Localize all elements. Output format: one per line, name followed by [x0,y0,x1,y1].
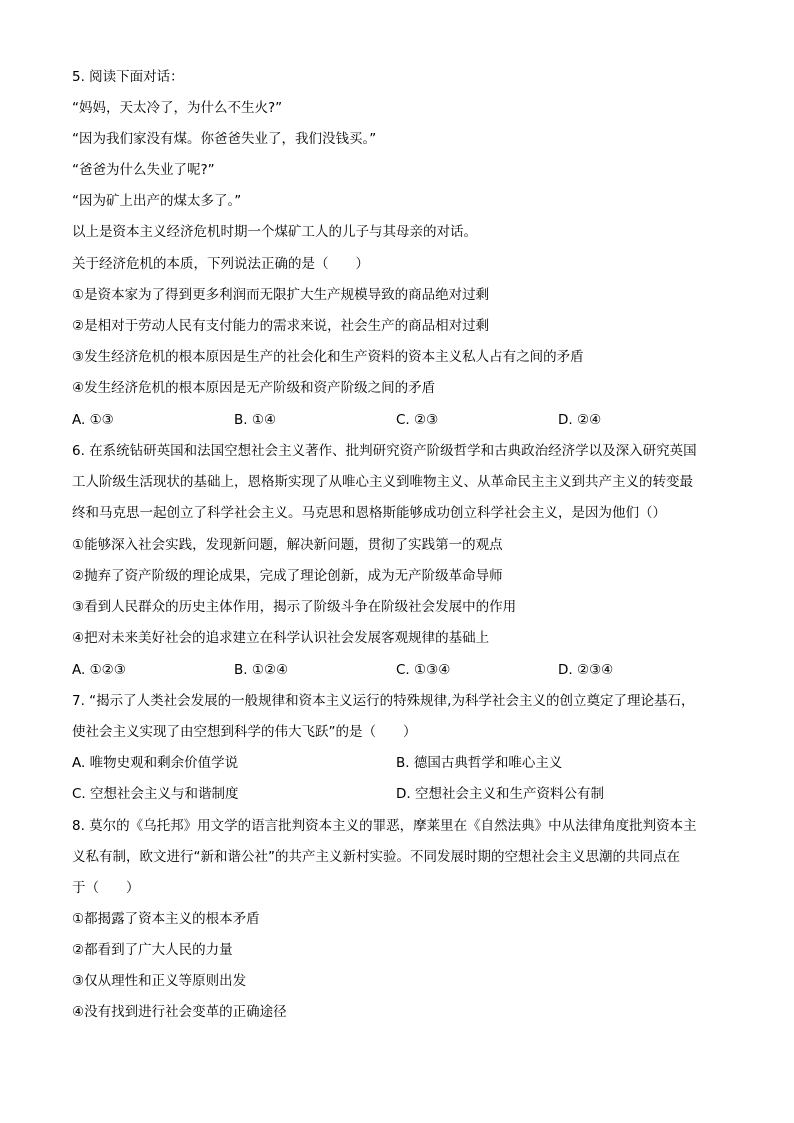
q5-dialog-line: “因为矿上出产的煤太多了。” [72,193,242,209]
q7-option-c: C. 空想社会主义与和谐制度 [72,786,239,802]
q6-option-a: A. ①②③ [72,662,126,678]
q7-option-b: B. 德国古典哲学和唯心主义 [396,755,563,771]
q8-statement: ①都揭露了资本主义的根本矛盾 [72,911,260,927]
q8-statement: ④没有找到进行社会变革的正确途径 [72,1004,287,1020]
q5-option-a: A. ①③ [72,412,114,428]
q7-option-a: A. 唯物史观和剩余价值学说 [72,755,239,771]
q5-option-d: D. ②④ [558,412,602,428]
q8-statement: ②都看到了广大人民的力量 [72,942,233,958]
q7-stem-line: 7. “揭示了人类社会发展的一般规律和资本主义运行的特殊规律,为科学社会主义的创立奠定了理论基石， [72,693,695,709]
q5-stem: 5. 阅读下面对话： [72,69,184,85]
q5-option-c: C. ②③ [396,412,439,428]
q6-option-b: B. ①②④ [234,662,289,678]
q5-context: 以上是资本主义经济危机时期一个煤矿工人的儿子与其母亲的对话。 [72,224,477,240]
q5-dialog-line: “因为我们家没有煤。你爸爸失业了，我们没钱买。” [72,131,377,147]
q6-stem-line: 6. 在系统钻研英国和法国空想社会主义著作、批判研究资产阶级哲学和古典政治经济学以及深入研究英国 [72,443,697,459]
q5-statement: ②是相对于劳动人民有支付能力的需求来说，社会生产的商品相对过剩 [72,318,490,334]
q5-statement: ①是资本家为了得到更多利润而无限扩大生产规模导致的商品绝对过剩 [72,287,490,303]
q6-statement: ①能够深入社会实践，发现新问题，解决新问题，贯彻了实践第一的观点 [72,537,503,553]
q8-stem-line: 义私有制，欧文进行“新和谐公社”的共产主义新村实验。不同发展时期的空想社会主义思潮的共同点在 [72,849,680,865]
q6-statement: ④把对未来美好社会的追求建立在科学认识社会发展客观规律的基础上 [72,630,490,646]
q5-dialog-line: “妈妈，天太冷了，为什么不生火?” [72,100,283,116]
q5-dialog-line: “爸爸为什么失业了呢?” [72,162,215,178]
q5-question: 关于经济危机的本质，下列说法正确的是（ ） [72,256,369,272]
q7-option-d: D. 空想社会主义和生产资料公有制 [396,786,604,802]
q6-option-d: D. ②③④ [558,662,614,678]
q5-statement: ③发生经济危机的根本原因是生产的社会化和生产资料的资本主义私人占有之间的矛盾 [72,349,584,365]
q6-stem-line: 工人阶级生活现状的基础上，恩格斯实现了从唯心主义到唯物主义、从革命民主主义到共产主义的转变最 [72,474,693,490]
q6-option-c: C. ①③④ [396,662,451,678]
q7-stem-line: 使社会主义实现了由空想到科学的伟大飞跃”的是（ ） [72,724,417,740]
q5-option-b: B. ①④ [234,412,277,428]
q6-stem-line: 终和马克思一起创立了科学社会主义。马克思和恩格斯能够成功创立科学社会主义，是因为他们（） [72,505,666,521]
q8-statement: ③仅从理性和正义等原则出发 [72,973,247,989]
q6-statement: ②抛弃了资产阶级的理论成果，完成了理论创新，成为无产阶级革命导师 [72,568,503,584]
q5-statement: ④发生经济危机的根本原因是无产阶级和资产阶级之间的矛盾 [72,380,436,396]
q6-statement: ③看到人民群众的历史主体作用，揭示了阶级斗争在阶级社会发展中的作用 [72,599,517,615]
q8-stem-line: 于（ ） [72,880,140,896]
q8-stem-line: 8. 莫尔的《乌托邦》用文学的语言批判资本主义的罪恶，摩莱里在《自然法典》中从法律角度批判资本主 [72,818,697,834]
